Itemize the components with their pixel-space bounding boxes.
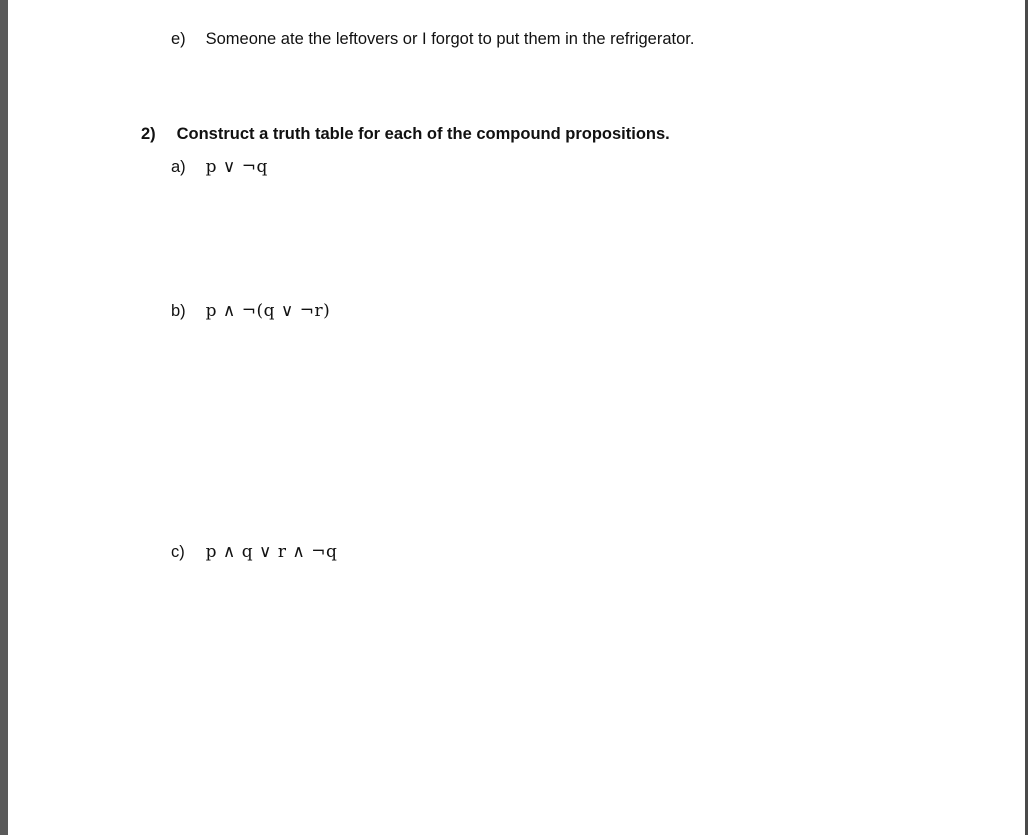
item-e — [171, 29, 694, 49]
question-2 — [141, 124, 670, 144]
item-a — [171, 157, 268, 177]
item-b-expression: p ∧ ¬(q ∨ ¬r) — [205, 301, 331, 321]
question-2-text: Construct a truth table for each of the compound propositions. — [176, 125, 670, 143]
item-a-expression: p ∨ ¬q — [205, 157, 268, 177]
item-c-label: c) — [171, 543, 185, 561]
question-2-number: 2) — [141, 125, 156, 143]
item-a-label: a) — [171, 158, 186, 176]
item-c — [171, 542, 337, 562]
item-b — [171, 301, 330, 321]
document-page — [8, 0, 1025, 835]
item-e-label: e) — [171, 30, 186, 48]
item-e-text: Someone ate the leftovers or I forgot to put them in the refrigerator. — [205, 30, 695, 48]
item-b-label: b) — [171, 302, 186, 320]
item-c-expression: p ∧ q ∨ r ∧ ¬q — [205, 542, 338, 562]
